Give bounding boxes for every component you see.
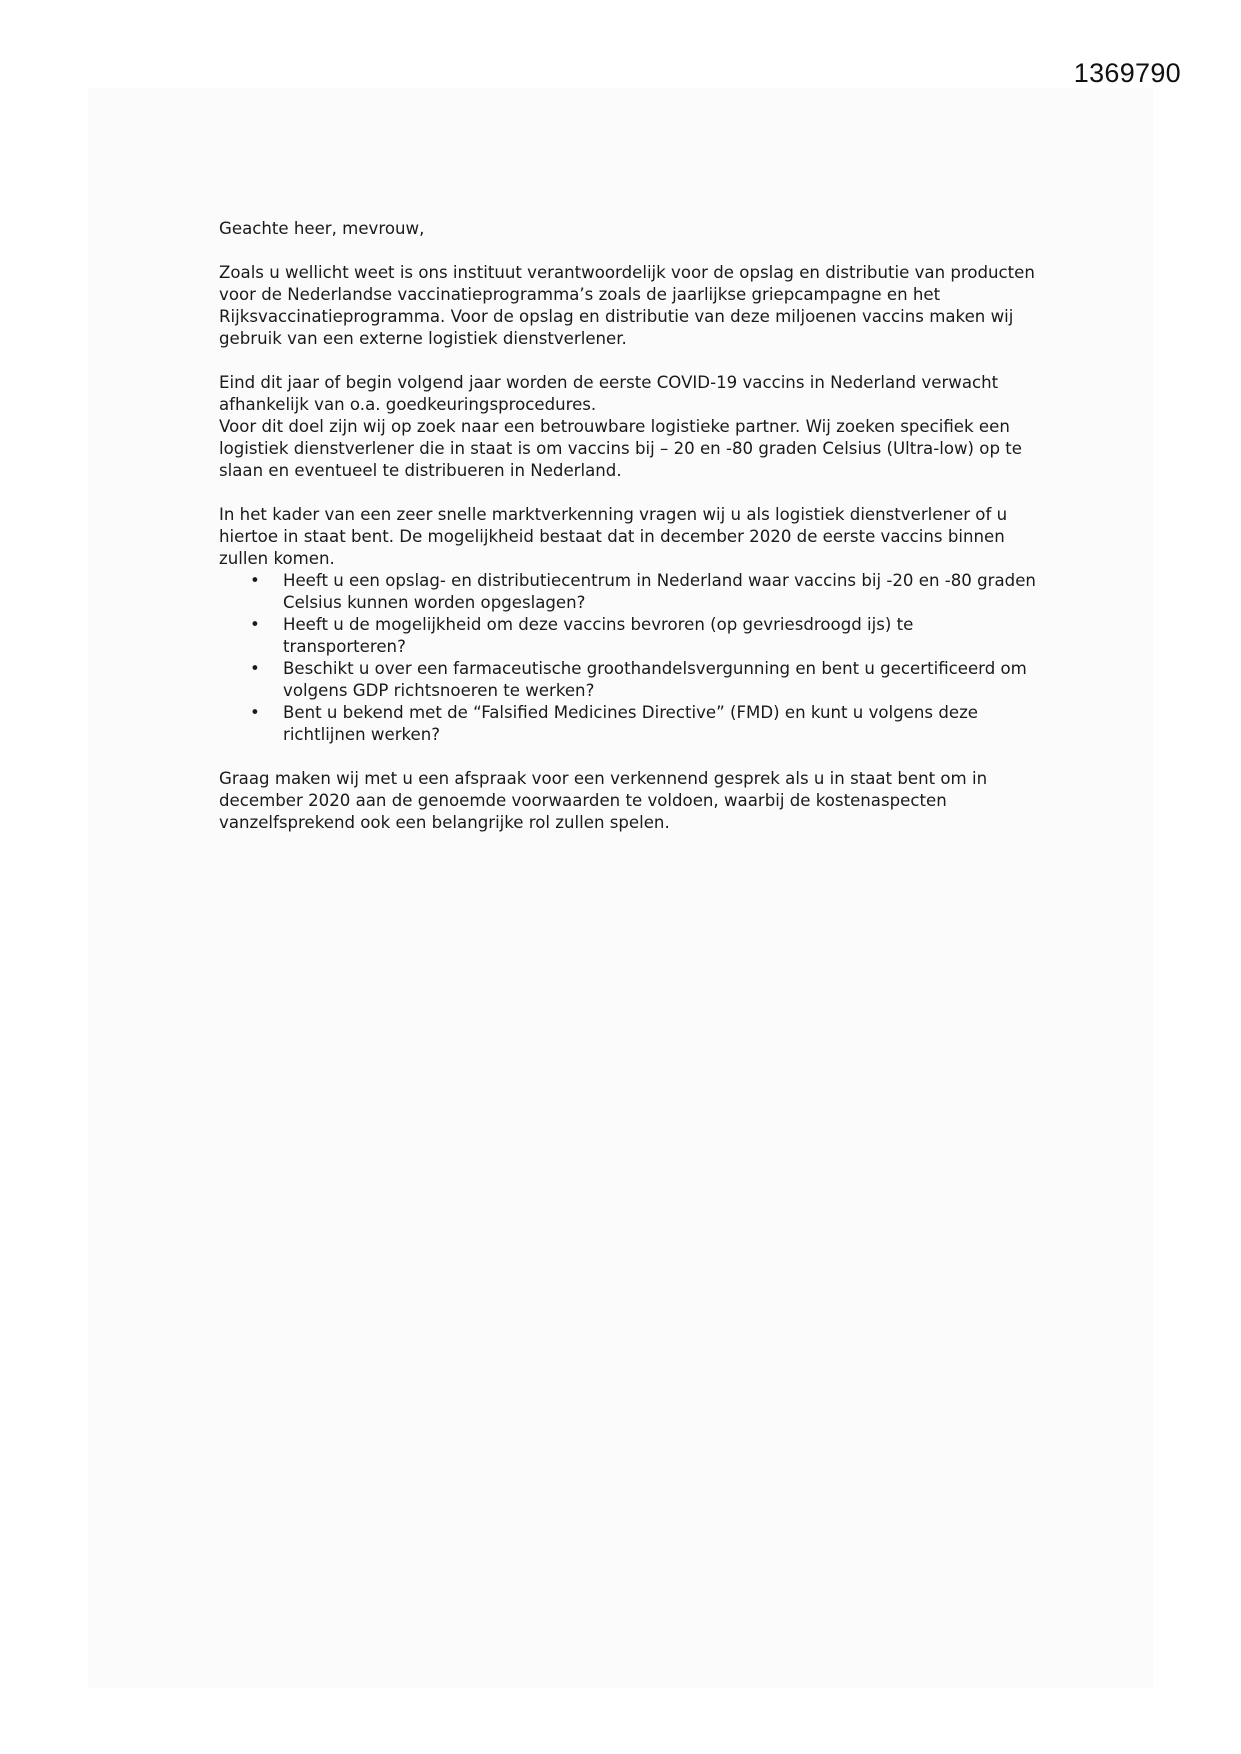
bullet-icon: • <box>250 703 260 722</box>
question-text: Heeft u een opslag- en distributiecentrum in Nederland waar vaccins bij -20 en -80 graden Celsius kunnen worden opgeslagen? <box>283 571 1036 612</box>
question-list <box>219 570 1039 746</box>
letter-body <box>219 218 1039 856</box>
list-item <box>219 658 1039 702</box>
question-text: Bent u bekend met de “Falsified Medicines Directive” (FMD) en kunt u volgens deze richtlijnen werken? <box>283 703 978 744</box>
paragraph-market-survey: In het kader van een zeer snelle marktverkenning vragen wij u als logistiek dienstverlener of u hiertoe in staat bent. De mogelijkheid bestaat dat in december 2020 de eerste vaccins binnen zullen komen. <box>219 505 1008 568</box>
paragraph-closing: Graag maken wij met u een afspraak voor een verkennend gesprek als u in staat bent om in december 2020 aan de genoemde voorwaarden te voldoen, waarbij de kostenaspecten vanzelfsprekend ook een belangrijke rol zullen spelen. <box>219 769 988 832</box>
list-item <box>219 570 1039 614</box>
question-text: Beschikt u over een farmaceutische groothandelsvergunning en bent u gecertificeerd om volgens GDP richtsnoeren te werken? <box>283 659 1027 700</box>
paragraph-covid-expectation: Eind dit jaar of begin volgend jaar worden de eerste COVID-19 vaccins in Nederland verwacht afhankelijk van o.a. goedkeuringsprocedures. <box>219 373 999 414</box>
question-text: Heeft u de mogelijkheid om deze vaccins bevroren (op gevriesdroogd ijs) te transporteren? <box>283 615 914 656</box>
paragraph-partner-search: Voor dit doel zijn wij op zoek naar een betrouwbare logistieke partner. Wij zoeken specifiek een logistiek dienstverlener die in staat is om vaccins bij – 20 en -80 graden Celsius (Ultra-low) op te slaan en eventueel te distribueren in Nederland. <box>219 417 1022 480</box>
bullet-icon: • <box>250 659 260 678</box>
list-item <box>219 614 1039 658</box>
bullet-icon: • <box>250 615 260 634</box>
list-item <box>219 702 1039 746</box>
paragraph-intro: Zoals u wellicht weet is ons instituut verantwoordelijk voor de opslag en distributie van producten voor de Nederlandse vaccinatieprogramma’s zoals de jaarlijkse griepcampagne en het Rijksvaccinatieprogramma. Voor de opslag en distributie van deze miljoenen vaccins maken wij gebruik van een externe logistiek dienstverlener. <box>219 263 1035 348</box>
document-number: 1369790 <box>1073 58 1181 88</box>
bullet-icon: • <box>250 571 260 590</box>
salutation: Geachte heer, mevrouw, <box>219 219 425 238</box>
